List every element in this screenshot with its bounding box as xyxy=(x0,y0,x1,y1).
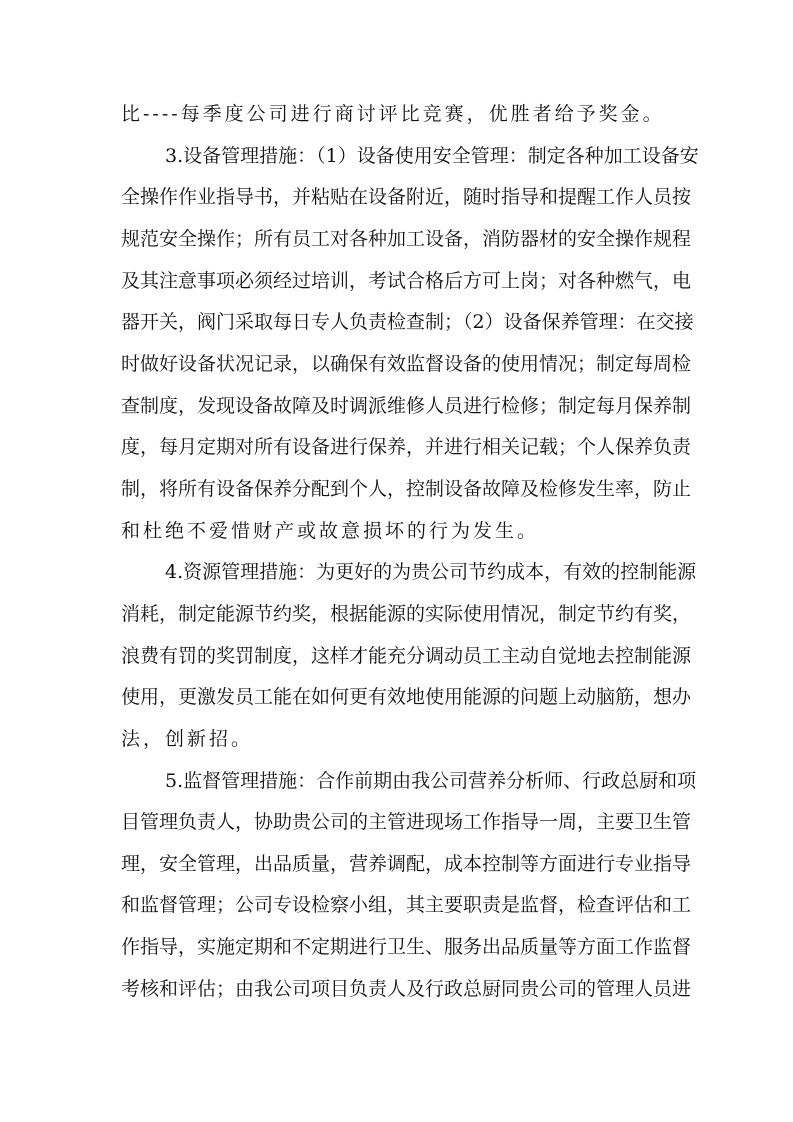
paragraph-line: 规范安全操作；所有员工对各种加工设备，消防器材的安全操作规程 xyxy=(121,227,692,250)
paragraph-line: 目管理负责人，协助贵公司的主管进现场工作指导一周，主要卫生管 xyxy=(121,811,692,834)
paragraph-line: 全操作作业指导书，并粘贴在设备附近，随时指导和提醒工作人员按 xyxy=(121,186,692,209)
paragraph-line: 3.设备管理措施：（1）设备使用安全管理：制定各种加工设备安 xyxy=(165,144,699,167)
paragraph-line: 和监督管理；公司专设检察小组，其主要职责是监督，检查评估和工 xyxy=(121,894,692,917)
paragraph-line: 查制度，发现设备故障及时调派维修人员进行检修；制定每月保养制 xyxy=(121,394,692,417)
paragraph-line: 和杜绝不爱惜财产或故意损坏的行为发生。 xyxy=(121,519,540,542)
paragraph-line: 器开关，阀门采取每日专人负责检查制；（2）设备保养管理：在交接 xyxy=(121,311,694,334)
paragraph-line: 时做好设备状况记录，以确保有效监督设备的使用情况；制定每周检 xyxy=(121,352,692,375)
paragraph-line: 及其注意事项必须经过培训，考试合格后方可上岗；对各种燃气，电 xyxy=(121,269,692,292)
paragraph-line: 5.监督管理措施：合作前期由我公司营养分析师、行政总厨和项 xyxy=(165,769,697,792)
paragraph-line: 考核和评估；由我公司项目负责人及行政总厨同贵公司的管理人员进 xyxy=(121,977,692,1000)
paragraph-line: 度，每月定期对所有设备进行保养，并进行相关记载；个人保养负责 xyxy=(121,436,692,459)
paragraph-line: 法，创新招。 xyxy=(121,727,254,750)
paragraph-line: 4.资源管理措施：为更好的为贵公司节约成本，有效的控制能源 xyxy=(165,561,697,584)
paragraph-line: 使用，更激发员工能在如何更有效地使用能源的问题上动脑筋，想办 xyxy=(121,686,692,709)
paragraph-line: 作指导，实施定期和不定期进行卫生、服务出品质量等方面工作监督 xyxy=(121,936,692,959)
paragraph-line: 理，安全管理，出品质量，营养调配，成本控制等方面进行专业指导 xyxy=(121,852,692,875)
paragraph-line: 浪费有罚的奖罚制度，这样才能充分调动员工主动自觉地去控制能源 xyxy=(121,644,692,667)
paragraph-line: 比----每季度公司进行商讨评比竞赛，优胜者给予奖金。 xyxy=(121,103,665,125)
paragraph-line: 制，将所有设备保养分配到个人，控制设备故障及检修发生率，防止 xyxy=(121,477,692,500)
body-text xyxy=(121,94,699,1010)
paragraph-line: 消耗，制定能源节约奖，根据能源的实际使用情况，制定节约有奖， xyxy=(121,602,692,625)
